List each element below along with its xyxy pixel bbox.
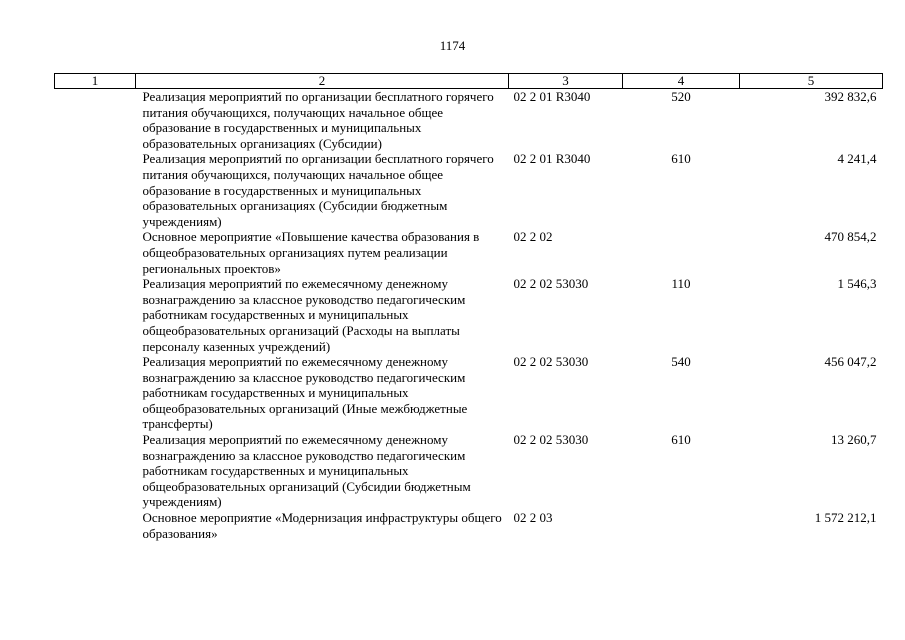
row-code: 02 2 01 R3040: [513, 151, 591, 167]
row-description: Реализация мероприятий по организации бесплатного горячего питания обучающихся, получающих начальное общее образование в государственных и муниципальных образовательных организациях (Субсидии): [142, 89, 494, 151]
row-kind: [623, 229, 740, 276]
table-header: [55, 74, 883, 89]
table-row: [55, 276, 883, 354]
row-kind: 520: [671, 89, 691, 104]
row-code: 02 2 02 53030: [513, 276, 589, 292]
row-col-1: [55, 510, 136, 541]
row-col-1: [55, 151, 136, 229]
row-kind: 610: [671, 151, 691, 167]
row-col-1: [55, 432, 136, 510]
row-col-1: [55, 229, 136, 276]
row-description: Основное мероприятие «Повышение качества образования в общеобразовательных организациях путем реализации региональных проектов»: [142, 229, 480, 276]
table-row: [55, 510, 883, 541]
table-row: [55, 432, 883, 510]
header-col-1: 1: [55, 74, 136, 89]
row-amount: 392 832,6: [824, 89, 877, 104]
table-row: [55, 89, 883, 152]
row-kind: 540: [671, 354, 691, 370]
table-row: [55, 354, 883, 432]
row-description: Реализация мероприятий по ежемесячному денежному вознаграждению за классное руководство педагогическим работникам государственных и муниципальных общеобразовательных организаций (Расходы на выплаты персоналу казенных учреждений): [142, 276, 466, 354]
row-code: 02 2 02 53030: [513, 432, 589, 448]
row-kind: 610: [671, 432, 691, 448]
table-row: [55, 229, 883, 276]
row-kind: [623, 510, 740, 541]
row-col-1: [55, 89, 136, 152]
row-amount: 456 047,2: [824, 354, 877, 370]
row-description: Реализация мероприятий по ежемесячному денежному вознаграждению за классное руководство педагогическим работникам государственных и муниципальных общеобразовательных организаций (Иные межбюджетные трансферты): [142, 354, 468, 432]
header-col-4: 4: [623, 74, 740, 89]
row-col-1: [55, 354, 136, 432]
table-body: [55, 89, 883, 542]
row-code: 02 2 02: [513, 229, 553, 245]
row-amount: 13 260,7: [831, 432, 877, 448]
table-row: [55, 151, 883, 229]
header-col-5: 5: [740, 74, 883, 89]
row-amount: 1 572 212,1: [814, 510, 877, 526]
row-amount: 4 241,4: [837, 151, 877, 167]
page-number: 1174: [439, 38, 466, 53]
row-code: 02 2 02 53030: [513, 354, 589, 370]
row-amount: 1 546,3: [837, 276, 877, 292]
row-col-1: [55, 276, 136, 354]
row-description: Реализация мероприятий по ежемесячному денежному вознаграждению за классное руководство педагогическим работникам государственных и муниципальных общеобразовательных организаций (Субсидии бюджетным учреждениям): [142, 432, 471, 510]
row-description: Реализация мероприятий по организации бесплатного горячего питания обучающихся, получающих начальное общее образование в государственных и муниципальных образовательных организациях (Субсидии бюджетным учреждениям): [142, 151, 494, 229]
header-row: [55, 74, 883, 89]
header-col-2: 2: [136, 74, 509, 89]
row-amount: 470 854,2: [824, 229, 877, 245]
row-description: Основное мероприятие «Модернизация инфраструктуры общего образования»: [142, 510, 502, 541]
row-code: 02 2 01 R3040: [513, 89, 591, 104]
row-code: 02 2 03: [513, 510, 553, 526]
row-kind: 110: [671, 276, 691, 292]
header-col-3: 3: [509, 74, 623, 89]
budget-table: [54, 73, 883, 541]
